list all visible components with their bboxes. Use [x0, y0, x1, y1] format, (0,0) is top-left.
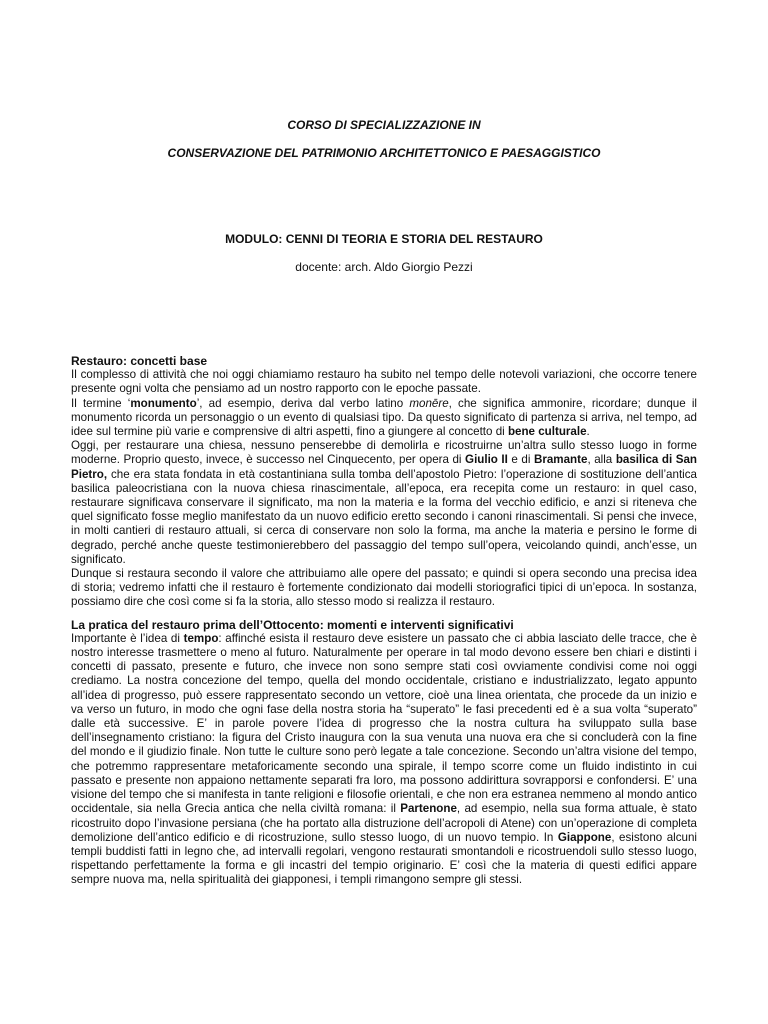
term-partenone: Partenone [400, 802, 457, 816]
text-run: , esistono alcuni templi buddisti fatti in legno che, ad intervalli regolari, vengono restaurati smontandoli e ricostruendoli sullo stesso luogo, rispettando perfettamente la forma e gli incastri del tempio originario. E’ così che la materia di questi edifici appare sempre nuova ma, nella spiritualità dei giapponesi, i templi rimangono sempre gli stessi. [71, 830, 697, 887]
term-bramante: Bramante [533, 453, 588, 467]
text-run: , alla [587, 453, 616, 467]
paragraph [71, 439, 697, 567]
text-run: , che significa ammonire, ricordare; dunque il monumento ricorda un personaggio o un evento di qualsiasi tipo. Da questo significato di partenza si arriva, nel tempo, ad idee sul termine più varie e comprensive di altri aspetti, fino a giungere al concetto di [71, 396, 697, 439]
term-basilica: basilica di San Pietro, [71, 453, 697, 481]
teacher-line: docente: arch. Aldo Giorgio Pezzi [295, 260, 473, 274]
paragraph [71, 632, 697, 888]
course-subtitle: CONSERVAZIONE DEL PATRIMONIO ARCHITETTONICO E PAESAGGISTICO [167, 146, 601, 160]
paragraph: Il complesso di attività che noi oggi chiamiamo restauro ha subito nel tempo delle notevoli variazioni, che occorre tenere presente ogni volta che pensiamo ad un nostro rapporto con le epoche passate. [71, 368, 697, 396]
text-run: . [586, 425, 590, 439]
section-heading: La pratica del restauro prima dell’Ottocento: momenti e interventi significativi [71, 617, 514, 632]
text-run: e di [507, 453, 534, 467]
module-title: MODULO: CENNI DI TEORIA E STORIA DEL RESTAURO [225, 232, 543, 246]
term-giappone: Giappone [557, 830, 612, 844]
term-tempo: tempo [183, 631, 219, 645]
text-run: Importante è l’idea di [71, 631, 184, 645]
section-heading: Restauro: concetti base [71, 354, 208, 368]
course-title: CORSO DI SPECIALIZZAZIONE IN [287, 118, 481, 132]
term-giulio-ii: Giulio II [465, 453, 508, 467]
text-run: : affinché esista il restauro deve esistere un passato che ci abbia lasciato delle tracce, che è nostro interesse trasmettere o meno al futuro. Naturalmente per operare in tal modo devono essere ben chiari e distinti i concetti di passato, presente e futuro, che invece non sono sempre stati così ovviamente condivisi come noi oggi crediamo. La nostra concezione del tempo, quella del mondo occidentale, cristiano e industrializzato, legato appunto all’idea di progresso, può essere rappresentato secondo un vettore, cioè una linea orientata, che procede da un inizio e va verso un futuro, in modo che ogni fase della nostra storia ha “superato” le fasi precedenti ed è a sua volta “superato” dalle età successive. E’ in parole povere l’idea di progresso che la nostra cultura ha sviluppato sulla base dell’insegnamento cristiano: la figura del Cristo inaugura con la sua venuta una nuova era che si concluderà con la fine del mondo e il giudizio finale. Non tutte le culture sono però legate a tale concezione. Secondo un’altra visione del tempo, che potremmo rappresentare metaforicamente secondo una spirale, il tempo scorre come un fluido indistinto in cui passato e presente non appaiono nettamente separati fra loro, ma possono addirittura sovrapporsi e confondersi. E’ una visione del tempo che si manifesta in tante religioni e filosofie orientali, e che non era estranea nemmeno al mondo antico occidentale, sia nella Grecia antica che nella civiltà romana: il [71, 631, 697, 816]
term-bene-culturale: bene culturale [507, 425, 587, 439]
text-run: Oggi, per restaurare una chiesa, nessuno penserebbe di demolirla e ricostruirne un’altra sullo stesso luogo in forme moderne. Proprio questo, invece, è successo nel Cinquecento, per opera di [71, 439, 697, 467]
text-run: , ad esempio, nella sua forma attuale, è stato ricostruito dopo l’invasione persiana (che ha portato alla distruzione dell’acropoli di Atene) con un’operazione di completa demolizione dell’antico edificio e di ricostruzione, sullo stesso luogo, di un nuovo tempio. In [71, 802, 697, 844]
term-monere: monēre [409, 396, 449, 410]
term-monumento: monumento [130, 396, 197, 410]
text-run: Il termine ‘ [71, 396, 131, 410]
paragraph: Dunque si restaura secondo il valore che attribuiamo alle opere del passato; e quindi si opera secondo una precisa idea di storia; vedremo infatti che il restauro è fortemente condizionato dai modelli storiografici tipici di un’epoca. In sostanza, possiamo dire che così come si fa la storia, allo stesso modo si realizza il restauro. [71, 567, 697, 609]
text-run: ’, ad esempio, deriva dal verbo latino [196, 396, 410, 410]
paragraph [71, 397, 697, 440]
text-run: che era stata fondata in età costantiniana sulla tomba dell’apostolo Pietro: l’operazione di sostituzione dell’antica basilica paleocristiana con la nuova chiesa rinascimentale, all’epoca, era recepita come un restauro: in quel caso, restaurare significava conservare il significato, ma non la materia e la forma del vecchio edificio, e anzi si riteneva che quel significato fosse meglio manifestato da un nuovo edificio eretto secondo i canoni rinascimentali. Si pensi che invece, in molti cantieri di restauro attuali, si cerca di conservare non solo la forma, ma anche la materia e persino le forme di degrado, perché anche queste testimonierebbero del passaggio del tempo sull’opera, veicolando quindi, anch’esse, un significato. [71, 467, 697, 566]
document-body [71, 354, 697, 888]
